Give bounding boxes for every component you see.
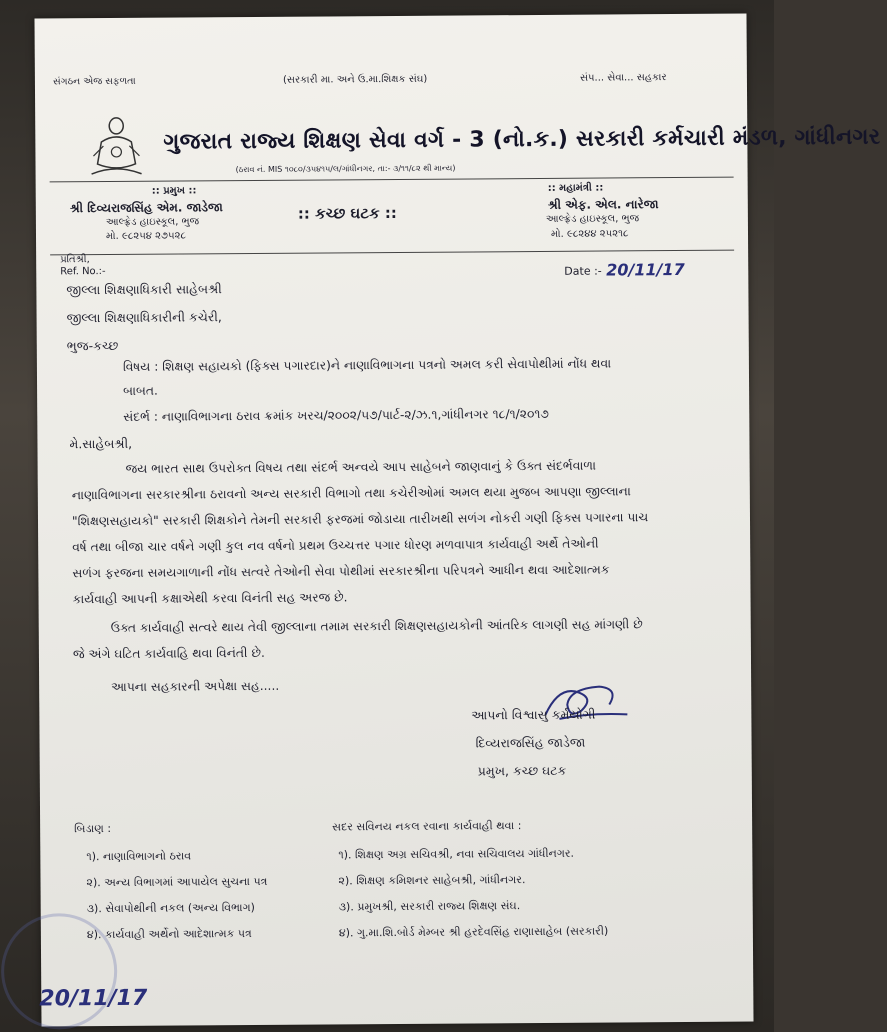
subject-line-2: બાબત. — [123, 383, 158, 398]
enclosure-item: ૨). અન્ય વિભાગમાં આપાયેલ સુચના પત્ર — [86, 874, 268, 890]
motto-left: સંગઠન એજ સફળતા — [52, 75, 136, 88]
signer-designation: પ્રમુખ, કચ્છ ઘટક — [477, 762, 567, 779]
para1-line-3: "શિક્ષણસહાયકો" સરકારી શિક્ષકોને તેમની સરકારી ફરજમાં જોડાયા તારીખથી સળંગ નોકરી ગણી ફિક્સ પગારના પાચ — [71, 510, 649, 529]
registration-line: (ઠરાવ નં. MIS ૧૦૮૦/૩૫૪૧૫/લ/ગાંધીનગર, તા:- ૩/૧૧/૮૨ થી માન્ય) — [235, 163, 456, 175]
date-value: 20/11/17 — [606, 259, 685, 280]
president-address: આલ્ફ્રેડ હાઇસ્કૂલ, ભુજ — [105, 216, 200, 229]
reference-line: સંદર્ભ : નાણાવિભાગના ઠરાવ ક્રમાંક ખરચ/૨૦૦૨/૫૭/પાર્ટ-૨/ઝ.૧,ગાંધીનગર ૧૮/૧/૨૦૧૭ — [123, 406, 549, 424]
letter-page — [34, 14, 881, 1027]
inward-stamp — [1, 913, 118, 1030]
to-line-3: ભુજ-કચ્છ — [66, 337, 119, 354]
enclosure-item: ૪). કાર્યવાહી અર્થેનો આદેશાત્મક પત્ર — [86, 927, 252, 942]
copy-item: ૧). શિક્ષણ અગ્ર સચિવશ્રી, નવા સચિવાલય ગાંધીનગર. — [338, 846, 575, 862]
president-mobile: મો. ૯૮૨૫૪ ૨૭૫૨૮ — [105, 230, 186, 243]
para1-line-1: જય ભારત સાથ ઉપરોક્ત વિષય તથા સંદર્ભ અન્વયે આપ સાહેબને જાણવાનું કે ઉક્ત સંદર્ભવાળા — [125, 458, 597, 476]
president-name: શ્રી દિવ્યરાજસિંહ એમ. જાડેજા — [69, 200, 223, 216]
motto-right: સંપ... સેવા... સહકાર — [579, 72, 667, 84]
para1-line-4: વર્ષ તથા બીજા ચાર વર્ષને ગણી કુલ નવ વર્ષનો પ્રથમ ઉચ્ચત્તર પગાર ધોરણ મળવાપાત્ર કાર્યવાહી અર્થે તેઓની — [72, 536, 599, 555]
secretary-mobile: મો. ૯૮૨૪૪ ૨૫૨૧૮ — [550, 228, 629, 240]
para1-line-6: કાર્યવાહી આપની કક્ષાએથી કરવા વિનંતી સહ અરજ છે. — [72, 590, 348, 607]
org-title: ગુજરાત રાજ્ય શિક્ષણ સેવા વર્ગ - 3 (નો.ક.) સરકારી કર્મચારી મંડળ, ગાંધીનગર — [163, 124, 881, 155]
unit-name: :: કચ્છ ઘટક :: — [297, 203, 397, 223]
copy-item: ૩). પ્રમુખશ્રી, સરકારી રાજ્ય શિક્ષણ સંઘ. — [338, 899, 521, 914]
secretary-name: શ્રી એફ. એલ. નારેજા — [547, 197, 659, 212]
para2-line-1: ઉક્ત કાર્યવાહી સત્વરે થાય તેવી જીલ્લાના તમામ સરકારી શિક્ષણસહાયકોની આંતરિક લાગણી સહ માંગણી છે — [110, 617, 643, 635]
secretary-role: :: મહામંત્રી :: — [547, 182, 604, 194]
header-divider — [50, 177, 734, 183]
para2-line-2: જે અંગે ઘટિત કાર્યવાહિ થવા વિનંતી છે. — [72, 645, 265, 662]
yours-faithfully: આપનો વિશ્વાસુ કર્મયોગી — [471, 706, 596, 723]
to-line-1: જીલ્લા શિક્ષણાધિકારી સાહેબશ્રી — [66, 281, 222, 298]
enclosure-item: ૩). સેવાપોથીની નકલ (અન્ય વિભાગ) — [86, 900, 255, 916]
para1-line-2: નાણાવિભાગના સરકારશ્રીના ઠરાવનો અન્ય સરકારી વિભાગો તથા કચેરીઓમાં અમલ થયા મુજબ આપણા જીલ્લાના — [71, 484, 631, 503]
closing-line: આપના સહકારની અપેક્ષા સહ..... — [111, 678, 280, 694]
president-role: :: પ્રમુખ :: — [151, 185, 197, 197]
to-line-2: જીલ્લા શિક્ષણાધિકારીની કચેરી, — [66, 309, 222, 326]
handwritten-date: 20/11/17 — [39, 985, 148, 1012]
para1-line-5: સળંગ ફરજના સમયગાળાની નોંધ સત્વરે તેઓની સેવા પોથીમાં સરકારશ્રીના પરિપત્રને આધીન થવા આદેશાત્મક — [72, 562, 610, 581]
enclosure-item: ૧). નાણાવિભાગનો ઠરાવ — [86, 849, 192, 864]
copy-item: ૪). ગુ.મા.શિ.બોર્ડ મેમ્બર શ્રી હરદેવસિંહ રાણાસાહેબ (સરકારી) — [338, 924, 609, 940]
signer-name: દિવ્યરાજસિંહ જાડેજા — [475, 734, 586, 751]
subject-line-1: વિષય : શિક્ષણ સહાયકો (ફિક્સ પગારદાર)ને નાણાવિભાગના પત્રનો અમલ કરી સેવાપોથીમાં નોંધ થવા — [122, 356, 612, 374]
secretary-address: આલ્ફ્રેડ હાઇસ્કૂલ, ભુજ — [545, 213, 640, 225]
enclosures-title: બિડાણ : — [74, 821, 112, 836]
affiliation: (સરકારી મા. અને ઉ.મા.શિક્ષક સંઘ) — [282, 73, 428, 86]
salutation: મે.સાહેબશ્રી, — [69, 435, 133, 452]
ref-label: Ref. No.:- — [60, 266, 106, 278]
copy-item: ૨). શિક્ષણ કમિશનર સાહેબશ્રી, ગાંધીનગર. — [338, 873, 526, 888]
officials-divider — [50, 250, 734, 256]
copies-title: સદર સવિનય નકલ રવાના કાર્યવાહી થવા : — [332, 819, 522, 834]
prati-label: પ્રતિશ્રી, — [60, 254, 90, 266]
date-label: Date :- — [564, 264, 602, 278]
deity-logo-icon — [81, 112, 151, 182]
